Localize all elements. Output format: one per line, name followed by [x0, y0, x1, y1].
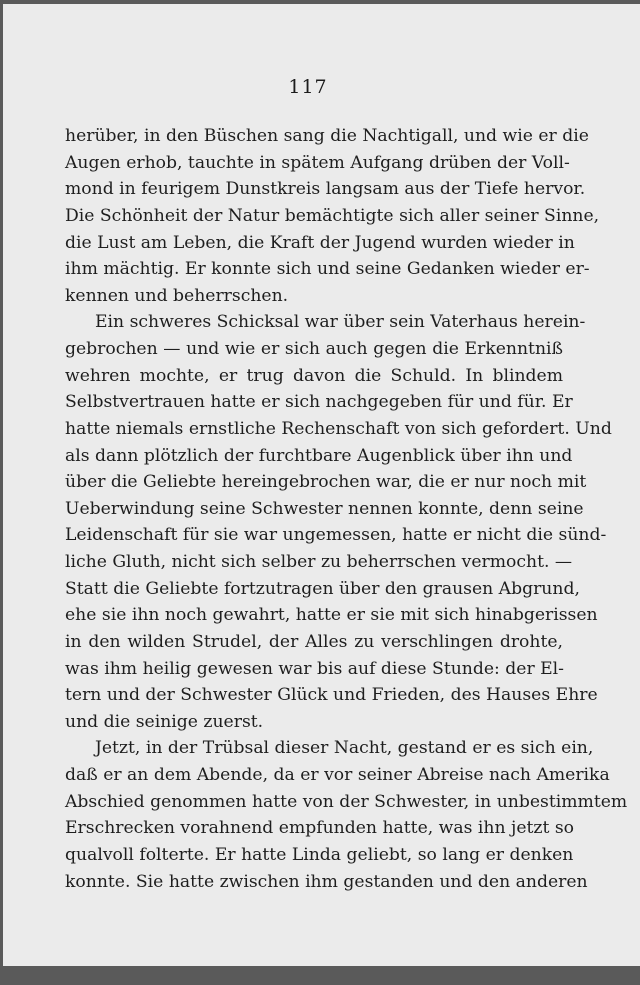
text-line: was ihm heilig gewesen war bis auf diese Stunde: der El-	[65, 658, 564, 679]
text-line: daß er an dem Abende, da er vor seiner Abreise nach Amerika	[65, 765, 610, 785]
text-line: herüber, in den Büschen sang die Nachtigall, und wie er die	[65, 126, 589, 146]
text-line: über die Geliebte hereingebrochen war, die er nur noch mit	[65, 472, 587, 493]
text-line: Leidenschaft für sie war ungemessen, hatte er nicht die sünd-	[65, 525, 607, 546]
text-line: ehe sie ihn noch gewahrt, hatte er sie mit sich hinabgerissen	[65, 605, 598, 626]
text-line: Die Schönheit der Natur bemächtigte sich aller seiner Sinne,	[65, 205, 600, 226]
text-line: wehren mochte, er trug davon die Schuld. In blindem	[65, 365, 563, 386]
text-line: gebrochen — und wie er sich auch gegen die Erkenntniß	[65, 339, 563, 359]
text-line: konnte. Sie hatte zwischen ihm gestanden und den anderen	[65, 871, 588, 892]
text-line: Statt die Geliebte fortzutragen über den grausen Abgrund,	[65, 578, 580, 599]
text-line: liche Gluth, nicht sich selber zu beherrschen vermocht. —	[65, 552, 573, 572]
text-line: tern und der Schwester Glück und Frieden, des Hauses Ehre	[65, 685, 598, 706]
text-line: und die seinige zuerst.	[65, 711, 264, 732]
text-line: Ein schweres Schicksal war über sein Vaterhaus herein-	[95, 312, 586, 333]
paragraph	[65, 123, 600, 309]
text-line: Augen erhob, tauchte in spätem Aufgang drüben der Voll-	[65, 152, 570, 173]
text-line: Erschrecken vorahnend empfunden hatte, was ihn jetzt so	[65, 818, 575, 839]
text-line: kennen und beherrschen.	[65, 285, 289, 306]
paragraph	[65, 735, 628, 895]
text-line: in den wilden Strudel, der Alles zu verschlingen drohte,	[65, 631, 563, 652]
text-line: Selbstvertrauen hatte er sich nachgegeben für und für. Er	[65, 392, 573, 413]
text-line: als dann plötzlich der furchtbare Augenblick über ihn und	[65, 445, 573, 466]
text-line: hatte niemals ernstliche Rechenschaft von sich gefordert. Und	[65, 418, 612, 439]
paragraph	[65, 309, 612, 735]
text-line: die Lust am Leben, die Kraft der Jugend wurden wieder in	[65, 232, 575, 253]
text-line: Jetzt, in der Trübsal dieser Nacht, gestand er es sich ein,	[95, 738, 594, 759]
book-page	[3, 4, 640, 966]
body-text	[65, 123, 628, 895]
text-line: ihm mächtig. Er konnte sich und seine Gedanken wieder er-	[65, 259, 590, 280]
text-line: qualvoll folterte. Er hatte Linda geliebt, so lang er denken	[65, 844, 574, 865]
text-line: Abschied genommen hatte von der Schwester, in unbestimmtem	[65, 791, 628, 812]
text-line: Ueberwindung seine Schwester nennen konnte, denn seine	[65, 498, 584, 519]
text-line: mond in feurigem Dunstkreis langsam aus der Tiefe hervor.	[65, 179, 586, 200]
page-number: 117	[288, 76, 328, 98]
